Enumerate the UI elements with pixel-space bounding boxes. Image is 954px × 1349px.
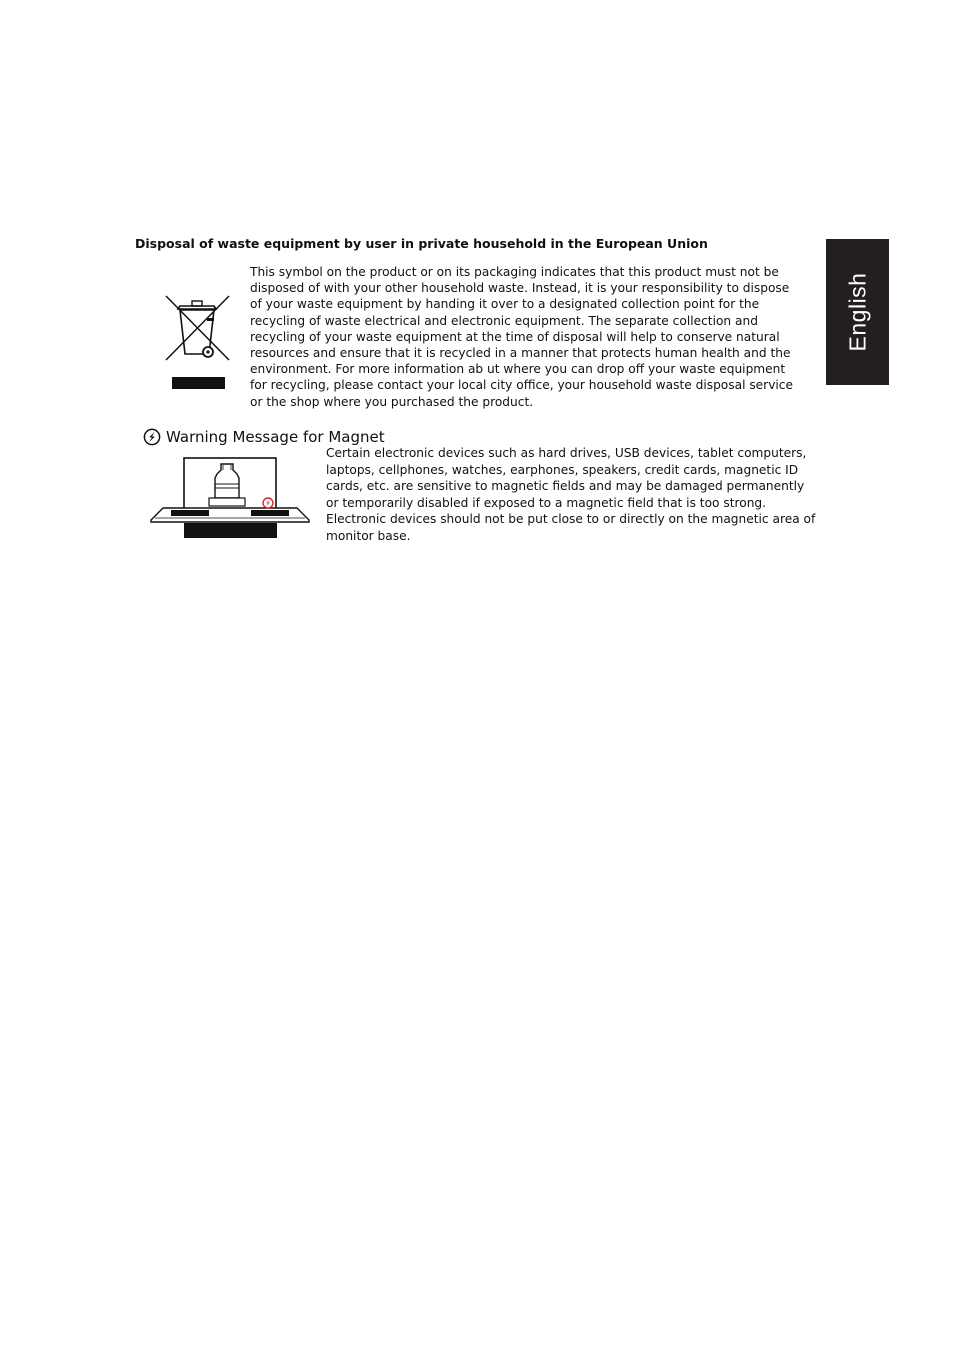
magnet-heading	[143, 428, 385, 446]
crossed-out-wheelie-bin-icon	[163, 294, 233, 390]
magnet-title: Warning Message for Magnet	[166, 428, 385, 446]
language-tab-label: English	[844, 272, 870, 352]
magnet-warning-icon	[143, 428, 161, 446]
disposal-heading: Disposal of waste equipment by user in private household in the European Union	[135, 236, 708, 251]
language-tab	[826, 239, 889, 385]
disposal-body: This symbol on the product or on its packaging indicates that this product must not be disposed of with your other household waste. Instead, it is your responsibility to dispose of your waste equipment by handing it over to a designated collection point for the recycling of waste electrical and electronic equipment. The separate collection and recycling of your waste equipment at the time of disposal will help to conserve natural resources and ensure that it is recycled in a manner that protects human health and the environment. For more information ab ut where you can drop off your waste equipment for recycling, please contact your local city office, your household waste disposal service or the shop where you purchased the product.	[250, 265, 793, 409]
monitor-base-magnet-area-icon	[149, 456, 311, 540]
magnet-body: Certain electronic devices such as hard drives, USB devices, tablet computers, laptops, cellphones, watches, earphones, speakers, credit cards, magnetic ID cards, etc. are sensitive to magnetic fields and may be damaged permanently or temporarily disabled if exposed to a magnetic field that is too strong. Electronic devices should not be put close to or directly on the magnetic area of monitor base.	[326, 446, 816, 543]
